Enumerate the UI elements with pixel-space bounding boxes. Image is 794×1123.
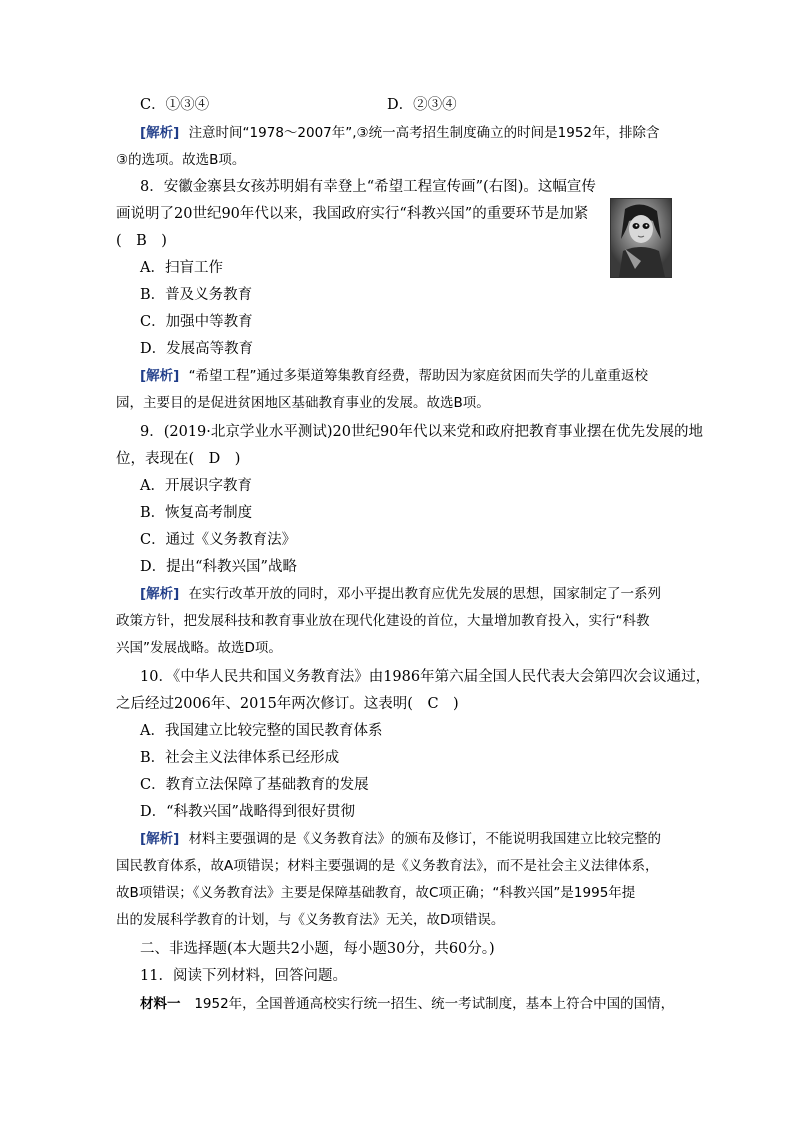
q7-analysis-line-1 — [140, 123, 660, 143]
q10-stem-line-2: 之后经过2006年、2015年两次修订。这表明( C ) — [116, 696, 459, 712]
q10-analysis-line-3: 故B项错误；《义务教育法》主要是保障基础教育，故C项正确；“科教兴国”是1995年提 — [116, 885, 636, 901]
analysis-text: “希望工程”通过多渠道筹集教育经费，帮助因为家庭贫困而失学的儿童重返校 — [188, 368, 649, 384]
material-1-line — [140, 994, 674, 1014]
q9-option-d: D．提出“科教兴国”战略 — [140, 559, 297, 575]
q8-option-c: C．加强中等教育 — [140, 314, 253, 330]
analysis-tag: [解析] — [140, 586, 180, 602]
q10-option-a: A．我国建立比较完整的国民教育体系 — [140, 723, 383, 739]
q9-option-c: C．通过《义务教育法》 — [140, 532, 297, 548]
material-1-label: 材料一 — [140, 996, 181, 1012]
q9-analysis-line-3: 兴国”发展战略。故选D项。 — [116, 640, 282, 656]
analysis-tag: [解析] — [140, 125, 180, 141]
q10-analysis-line-1 — [140, 829, 661, 849]
q8-option-d: D．发展高等教育 — [140, 341, 254, 357]
q8-stem-line-2: 画说明了20世纪90年代以来，我国政府实行“科教兴国”的重要环节是加紧 — [116, 206, 589, 222]
q8-analysis-line-1 — [140, 366, 648, 386]
q8-analysis-line-2: 园，主要目的是促进贫困地区基础教育事业的发展。故选B项。 — [116, 395, 490, 411]
q8-stem-line-1: 8．安徽金寨县女孩苏明娟有幸登上“希望工程宣传画”(右图)。这幅宣传 — [140, 179, 596, 195]
analysis-text: 材料主要强调的是《义务教育法》的颁布及修订，不能说明我国建立比较完整的 — [188, 831, 662, 847]
q8-option-b: B．普及义务教育 — [140, 287, 253, 303]
analysis-tag: [解析] — [140, 368, 180, 384]
analysis-text: 注意时间“1978～2007年”,③统一高考招生制度确立的时间是1952年，排除含 — [188, 125, 660, 141]
q7-option-d: D．②③④ — [387, 97, 457, 113]
analysis-tag: [解析] — [140, 831, 180, 847]
q10-option-d: D．“科教兴国”战略得到很好贯彻 — [140, 804, 355, 820]
q10-option-b: B．社会主义法律体系已经形成 — [140, 750, 340, 766]
material-1-text: 1952年，全国普通高校实行统一招生、统一考试制度，基本上符合中国的国情， — [194, 996, 675, 1012]
q10-analysis-line-4: 出的发展科学教育的计划，与《义务教育法》无关，故D项错误。 — [116, 912, 505, 928]
q7-option-c: C．①③④ — [140, 97, 210, 113]
q8-answer: ( B ) — [116, 233, 167, 249]
q7-analysis-line-2: ③的选项。故选B项。 — [116, 152, 246, 168]
analysis-text: 在实行改革开放的同时，邓小平提出教育应优先发展的思想，国家制定了一系列 — [188, 586, 662, 602]
q8-option-a: A．扫盲工作 — [140, 260, 223, 276]
q11-stem: 11．阅读下列材料，回答问题。 — [140, 968, 347, 984]
q10-analysis-line-2: 国民教育体系，故A项错误；材料主要强调的是《义务教育法》，而不是社会主义法律体系， — [116, 858, 659, 874]
q9-stem-line-1: 9．(2019·北京学业水平测试)20世纪90年代以来党和政府把教育事业摆在优先发展的地 — [140, 424, 703, 440]
hope-project-poster-image — [610, 198, 672, 278]
q10-option-c: C．教育立法保障了基础教育的发展 — [140, 777, 369, 793]
q9-option-a: A．开展识字教育 — [140, 478, 252, 494]
q10-stem-line-1: 10．《中华人民共和国义务教育法》由1986年第六届全国人民代表大会第四次会议通过， — [140, 669, 711, 685]
q9-stem-line-2: 位，表现在( D ) — [116, 451, 241, 467]
poster-girl-icon — [611, 199, 671, 277]
q9-analysis-line-1 — [140, 584, 661, 604]
q9-option-b: B．恢复高考制度 — [140, 505, 253, 521]
q9-analysis-line-2: 政策方针，把发展科技和教育事业放在现代化建设的首位，大量增加教育投入，实行“科教 — [116, 613, 650, 629]
section-2-heading: 二、非选择题(本大题共2小题，每小题30分，共60分。) — [140, 941, 495, 957]
